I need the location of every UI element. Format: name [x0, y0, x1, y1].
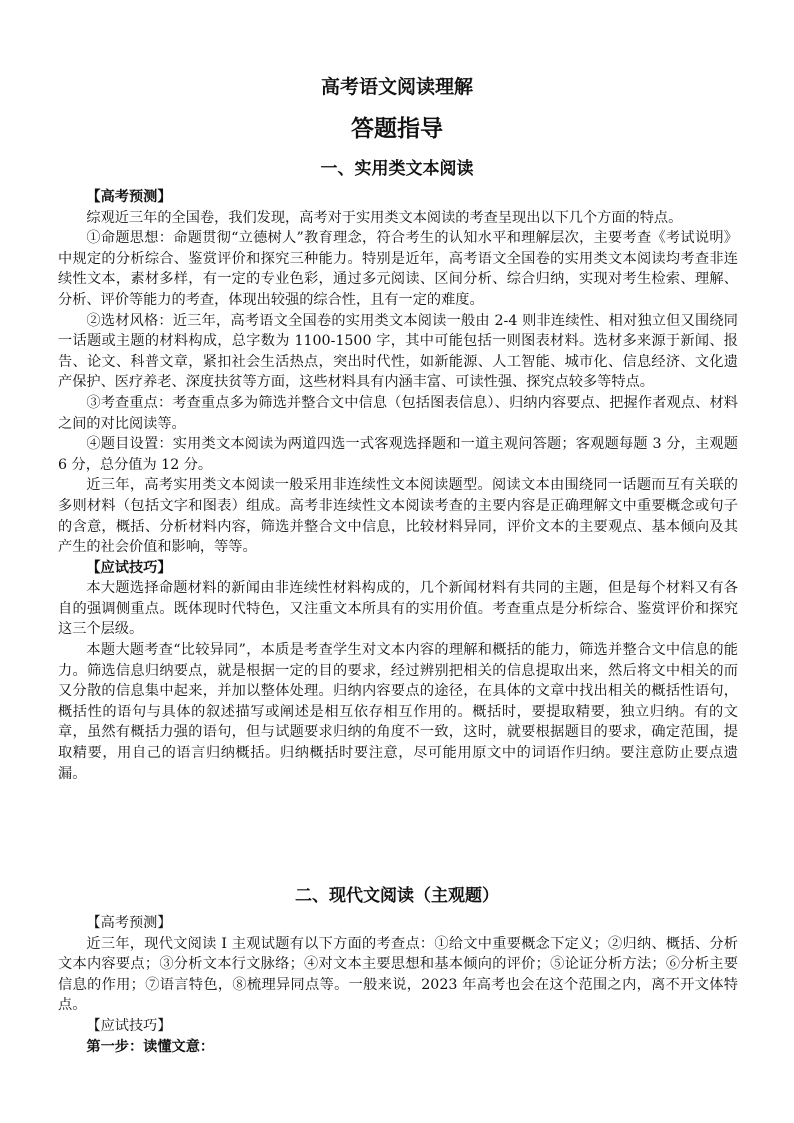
paragraph: ④题目设置：实用类文本阅读为两道四选一式客观选择题和一道主观问答题；客观题每题 3 分，主观题 6 分，总分值为 12 分。 [58, 436, 738, 473]
paragraph: 近三年，现代文阅读 I 主观试题有以下方面的考查点：①给文中重要概念下定义；②归纳、概括、分析文本内容要点；③分析文本行文脉络；④对文本主要思想和基本倾向的评价；⑤论证分析方法；⑥分析主要信息的作用；⑦语言特色，⑧梳理异同点等。一般来说，2023 年高考也会在这个范围之内，离不开文体特点。 [58, 935, 738, 1014]
step-heading: 第一步：读懂文意： [86, 1038, 215, 1055]
paragraph: 综观近三年的全国卷，我们发现，高考对于实用类文本阅读的考查呈现出以下几个方面的特点。 [86, 209, 683, 226]
label-exam-prediction: 【高考预测】 [86, 189, 172, 205]
section-2-heading: 二、现代文阅读（主观题） [295, 886, 499, 906]
section-2-body [58, 913, 738, 1057]
paragraph: 本大题选择命题材料的新闻由非连续性材料构成的，几个新闻材料有共同的主题，但是每个材料又有各自的强调侧重点。既体现时代特色，又注重文本所具有的实用价值。考查重点是分析综合、鉴赏评价和探究这三个层级。 [58, 580, 738, 638]
paragraph: ①命题思想：命题贯彻“立德树人”教育理念，符合考生的认知水平和理解层次，主要考查《考试说明》中规定的分析综合、鉴赏评价和探究三种能力。特别是近年，高考语文全国卷的实用类文本阅读均考查非连续性文本，素材多样，有一定的专业色彩，通过多元阅读、区间分析、综合归纳，实现对考生检索、理解、分析、评价等能力的考查，体现出较强的综合性，且有一定的难度。 [58, 230, 738, 308]
label-exam-skills: 【应试技巧】 [86, 1017, 172, 1034]
document-subtitle: 答题指导 [351, 116, 443, 142]
paragraph: 近三年，高考实用类文本阅读一般采用非连续性文本阅读题型。阅读文本由围绕同一话题而互有关联的多则材料（包括文字和图表）组成。高考非连续性文本阅读考查的主要内容是正确理解文中重要概念或句子的含意，概括、分析材料内容，筛选并整合文中信息，比较材料异同，评价文本的主要观点、基本倾向及其产生的社会价值和影响，等等。 [58, 477, 738, 556]
paragraph: 本题大题考查“比较异同”，本质是考查学生对文本内容的理解和概括的能力，筛选并整合文中信息的能力。筛选信息归纳要点，就是根据一定的目的要求，经过辨别把相关的信息提取出来，然后将文中相关的而又分散的信息集中起来，并加以整体处理。归纳内容要点的途径，在具体的文章中找出相关的概括性语句，概括性的语句与具体的叙述描写或阐述是相互依存相互作用的。概括时，要提取精要，独立归纳。有的文章，虽然有概括力强的语句，但与试题要求归纳的角度不一致，这时，就要根据题目的要求，确定范围，提取精要，用自己的语言归纳概括。归纳概括时要注意，尽可能用原文中的词语作归纳。要注意防止要点遗漏。 [58, 642, 738, 782]
section-1-heading: 一、实用类文本阅读 [320, 159, 474, 179]
paragraph: ③考查重点：考查重点多为筛选并整合文中信息（包括图表信息）、归纳内容要点、把握作者观点、材料之间的对比阅读等。 [58, 394, 738, 432]
section-1-body [58, 187, 738, 784]
document-title: 高考语文阅读理解 [320, 76, 473, 98]
paragraph: ②选材风格：近三年，高考语文全国卷的实用类文本阅读一般由 2-4 则非连续性、相对独立但又围绕同一话题或主题的材料构成，总字数为 1100-1500 字，其中可能包括一则图表材料。选材多来源于新闻、报告、论文、科普文章，紧扣社会生活热点，突出时代性，如新能源、人工智能、城市化、信息经济、文化遗产保护、医疗养老、深度扶贫等方面，这些材料具有内涵丰富、可读性强、探究点较多等特点。 [58, 312, 738, 391]
label-exam-skills: 【应试技巧】 [86, 559, 172, 576]
label-exam-prediction: 【高考预测】 [86, 915, 172, 931]
